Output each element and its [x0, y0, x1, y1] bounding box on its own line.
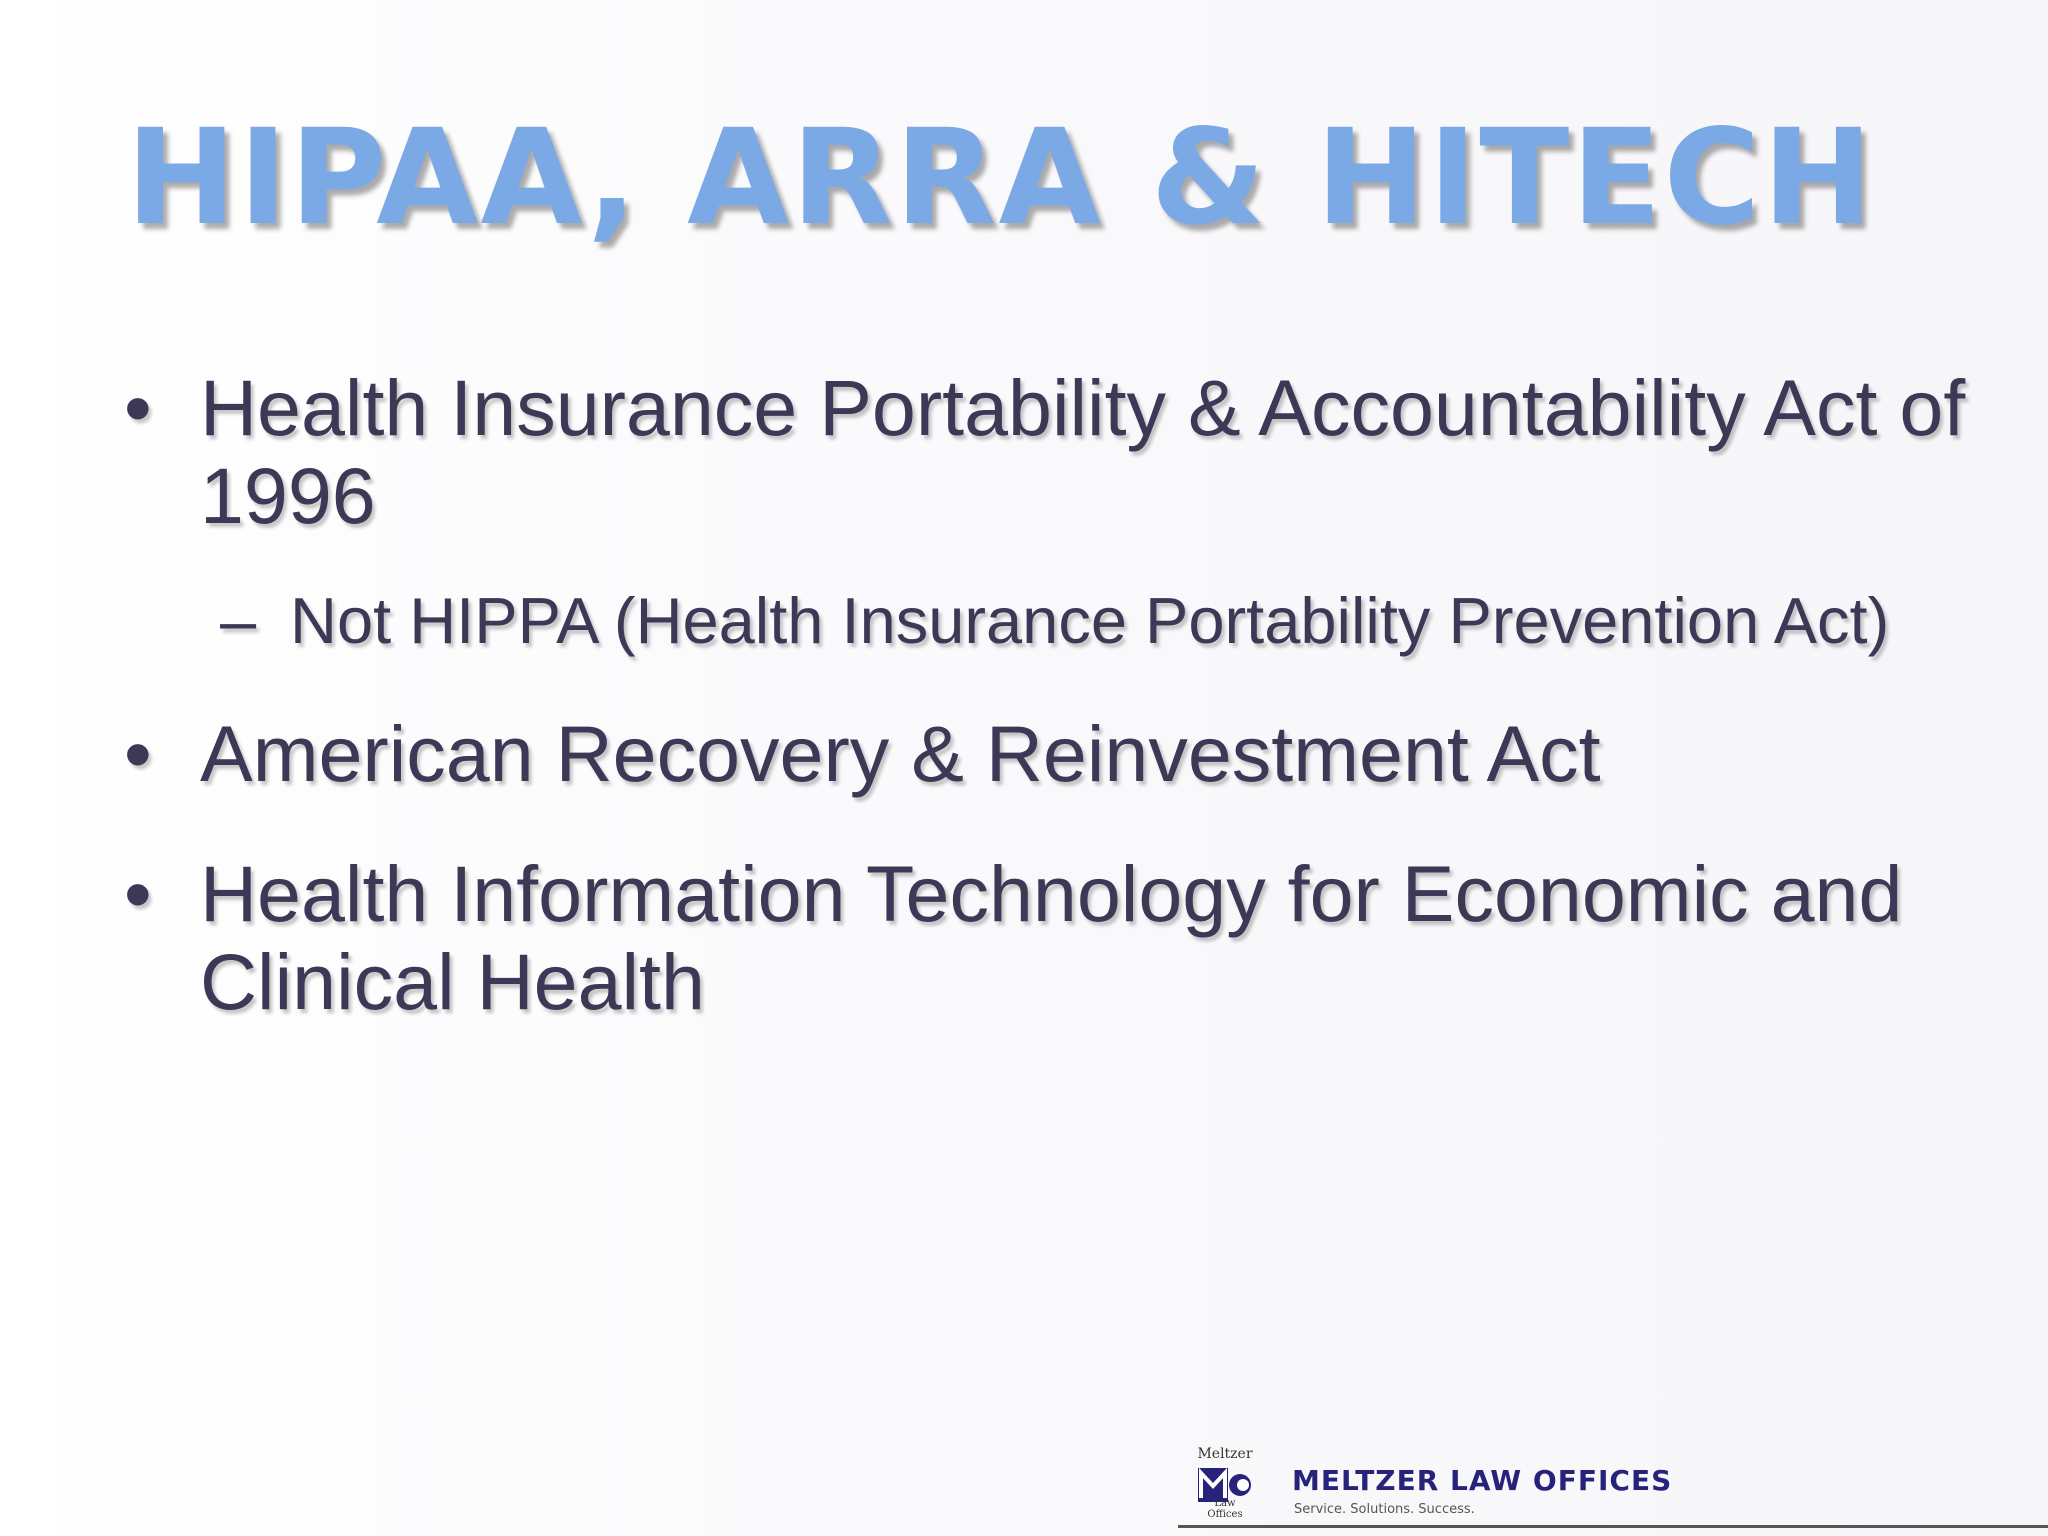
bullet-list — [120, 364, 1980, 1026]
bullet-marker: • — [124, 849, 152, 938]
sub-bullet-item — [120, 584, 1980, 658]
footer-divider — [1178, 1525, 2048, 1528]
bullet-item — [120, 850, 1980, 1026]
logo-top-text: Meltzer — [1197, 1446, 1253, 1462]
bullet-item — [120, 364, 1980, 540]
footer — [1178, 1444, 2048, 1536]
firm-logo — [1196, 1446, 1254, 1520]
bullet-marker: • — [124, 709, 152, 798]
bullet-text: American Recovery & Reinvestment Act — [200, 709, 1601, 798]
bullet-text: Health Information Technology for Economic and Clinical Health — [200, 849, 1903, 1026]
bullet-marker: • — [124, 363, 152, 452]
logo-bottom-text: Law Offices — [1207, 1498, 1243, 1520]
sub-bullet-text: Not HIPPA (Health Insurance Portability Prevention Act) — [290, 584, 1890, 657]
firm-name: MELTZER LAW OFFICES — [1292, 1464, 1673, 1497]
sub-bullet-marker: – — [220, 584, 257, 657]
firm-tagline: Service. Solutions. Success. — [1294, 1502, 1475, 1517]
bullet-item — [120, 710, 1980, 798]
slide-title: HIPAA, ARRA & HITECH — [126, 101, 1875, 255]
bullet-text: Health Insurance Portability & Accountability Act of 1996 — [200, 363, 1966, 540]
logo-monogram-icon — [1198, 1468, 1252, 1502]
